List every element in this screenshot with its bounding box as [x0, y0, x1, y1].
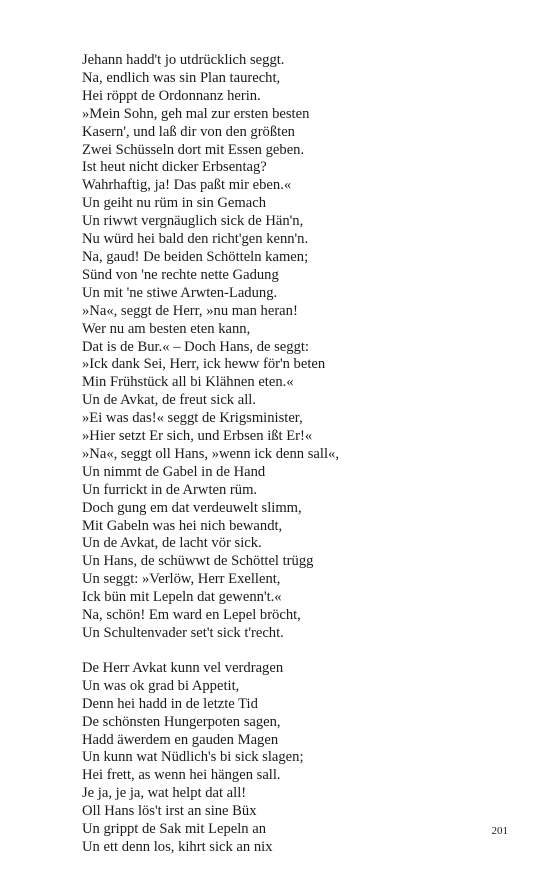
- poem-line: De schönsten Hungerpoten sagen,: [82, 713, 281, 730]
- poem-line: Na, endlich was sin Plan taurecht,: [82, 69, 281, 86]
- poem-line: Un nimmt de Gabel in de Hand: [82, 463, 266, 480]
- page-number: 201: [491, 825, 508, 837]
- poem-line: Sünd von 'ne rechte nette Gadung: [82, 266, 279, 283]
- stanza-2: [82, 660, 522, 857]
- poem-line: Ist heut nicht dicker Erbsentag?: [82, 159, 267, 176]
- poem-line: Nu würd hei bald den richt'gen kenn'n.: [82, 231, 309, 248]
- poem-line: Un mit 'ne stiwe Arwten-Ladung.: [82, 284, 278, 301]
- poem-line: Un de Avkat, de lacht vör sick.: [82, 535, 262, 552]
- poem-line: Un ett denn los, kihrt sick an nix: [82, 838, 273, 855]
- poem-line: »Hier setzt Er sich, und Erbsen ißt Er!«: [82, 428, 313, 445]
- poem-line: Hadd äwerdem en gauden Magen: [82, 731, 279, 748]
- poem-line: Wer nu am besten eten kann,: [82, 320, 251, 337]
- poem-line: Un grippt de Sak mit Lepeln an: [82, 821, 267, 838]
- poem-line: Un geiht nu rüm in sin Gemach: [82, 195, 267, 212]
- poem-line: Un seggt: »Verlöw, Herr Exellent,: [82, 571, 281, 588]
- poem-line: Un furrickt in de Arwten rüm.: [82, 481, 258, 498]
- poem-line: Un kunn wat Nüdlich's bi sick slagen;: [82, 749, 304, 766]
- poem-line: »Ick dank Sei, Herr, ick heww för'n beten: [82, 356, 326, 373]
- poem-line: Un Schultenvader set't sick t'recht.: [82, 625, 284, 641]
- poem-line: »Mein Sohn, geh mal zur ersten besten: [82, 105, 310, 122]
- poem-line: Min Frühstück all bi Klähnen eten.«: [82, 374, 294, 391]
- poem-line: Zwei Schüsseln dort mit Essen geben.: [82, 141, 305, 158]
- poem-line: Na, gaud! De beiden Schötteln kamen;: [82, 248, 309, 265]
- poem-line: Denn hei hadd in de letzte Tid: [82, 695, 258, 712]
- poem-line: Kasern', und laß dir von den größten: [82, 123, 295, 140]
- poem-line: »Na«, seggt de Herr, »nu man heran!: [82, 302, 298, 319]
- poem-line: De Herr Avkat kunn vel verdragen: [82, 659, 284, 676]
- poem-line: »Ei was das!« seggt de Krigsminister,: [82, 410, 303, 427]
- poem-line: Mit Gabeln was hei nich bewandt,: [82, 517, 283, 534]
- poem-line: Un de Avkat, de freut sick all.: [82, 392, 256, 409]
- poem-line: Oll Hans lös't irst an sine Büx: [82, 803, 257, 820]
- poem-line: Hei frett, as wenn hei hängen sall.: [82, 767, 281, 784]
- poem-line: Ick bün mit Lepeln dat gewenn't.«: [82, 589, 282, 606]
- poem-line: Un riwwt vergnäuglich sick de Hän'n,: [82, 213, 304, 230]
- poem-line: Dat is de Bur.« – Doch Hans, de seggt:: [82, 338, 309, 355]
- poem-line: Un was ok grad bi Appetit,: [82, 677, 240, 694]
- poem-line: Na, schön! Em ward en Lepel bröcht,: [82, 607, 301, 624]
- poem-line: Je ja, je ja, wat helpt dat all!: [82, 785, 247, 802]
- poem-line: »Na«, seggt oll Hans, »wenn ick denn sall«,: [82, 445, 339, 462]
- poem-line: Un Hans, de schüwwt de Schöttel trügg: [82, 553, 314, 570]
- poem-line: Jehann hadd't jo utdrücklich seggt.: [82, 52, 285, 68]
- poem-text: [82, 52, 522, 857]
- poem-line: Hei röppt de Ordonnanz herin.: [82, 87, 261, 104]
- stanza-1: [82, 52, 522, 643]
- poem-line: Doch gung em dat verdeuwelt slimm,: [82, 499, 302, 516]
- poem-line: Wahrhaftig, ja! Das paßt mir eben.«: [82, 177, 292, 194]
